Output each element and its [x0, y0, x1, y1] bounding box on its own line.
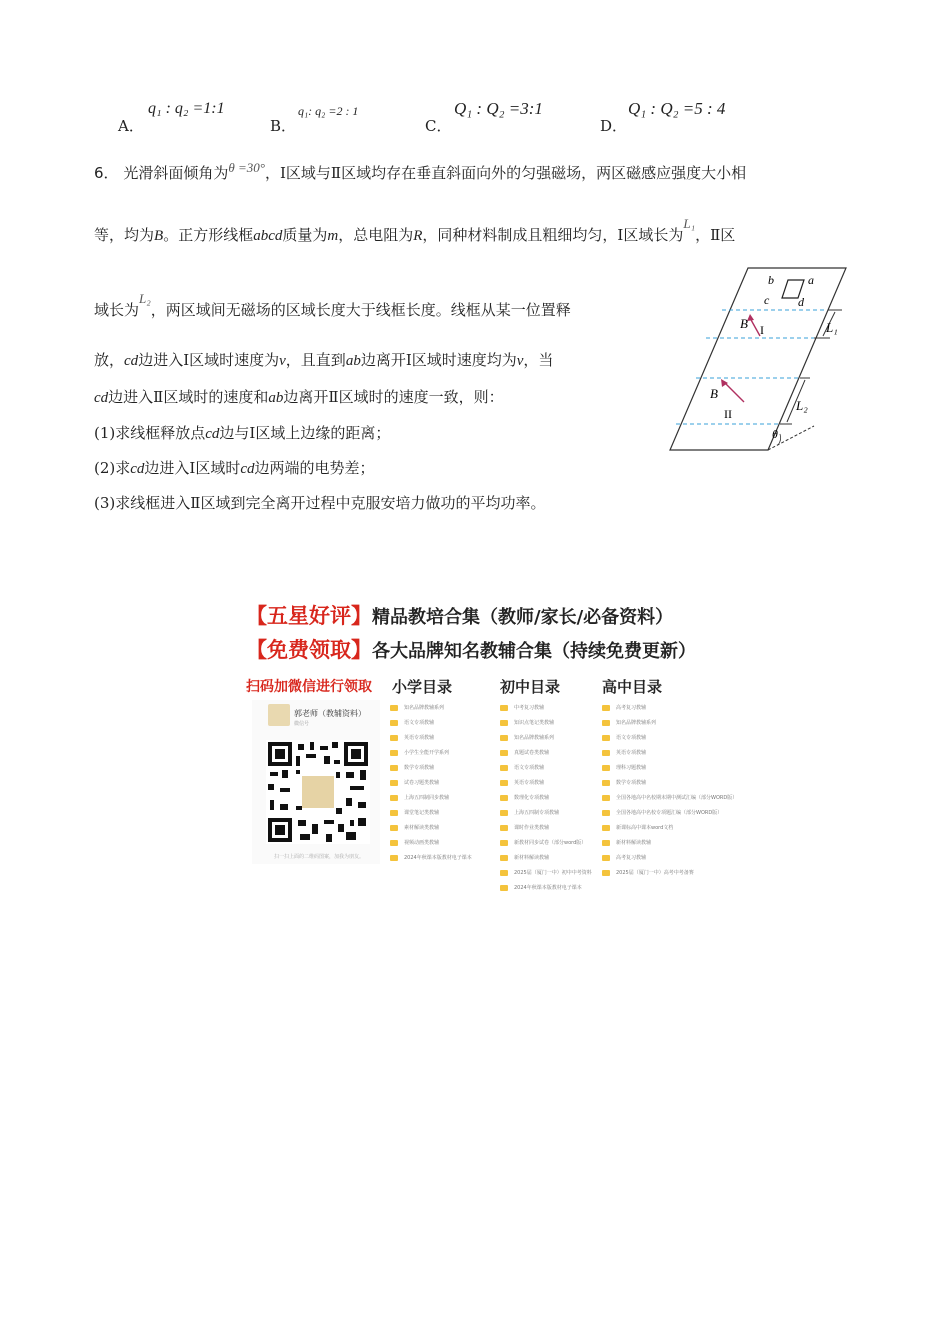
wechat-name: 郭老师（教辅资料）: [294, 709, 366, 718]
folder-label: 视频动画类教辅: [404, 840, 440, 846]
primary-catalog-list: [390, 700, 472, 865]
banner-title-1: 精品教培合集（教师/家长/必备资料）: [372, 607, 674, 628]
folder-item[interactable]: [500, 745, 592, 760]
folder-label: 知名品牌教辅系列: [404, 705, 445, 711]
question-number: 6．: [94, 164, 119, 182]
sub-question-3: [94, 492, 545, 513]
folder-icon: [602, 720, 610, 726]
folder-label: 数理化专项教辅: [514, 795, 550, 801]
label-a: a: [808, 273, 814, 287]
theta-formula: θ =30°: [228, 160, 265, 175]
folder-item[interactable]: [390, 775, 472, 790]
banner-line-2: [246, 634, 696, 664]
question-text: 边进入Ⅰ区域时: [144, 459, 241, 477]
question-text: 放，: [94, 351, 125, 369]
folder-icon: [602, 780, 610, 786]
question-text: 边离开Ⅰ区域时速度均为: [360, 351, 517, 369]
folder-icon: [500, 765, 508, 771]
folder-item[interactable]: [500, 865, 592, 880]
folder-item[interactable]: [500, 790, 592, 805]
incline-plane: [670, 268, 846, 450]
var-l2: L₂: [139, 291, 151, 306]
label-theta: θ: [772, 427, 778, 441]
option-c-formula: Q₁ : Q₂ =3:1: [454, 99, 543, 118]
folder-item[interactable]: [500, 700, 592, 715]
folder-label: 新课标高中课本word文档: [616, 825, 674, 831]
question-text: 边离开Ⅱ区域时的速度一致，则：: [283, 388, 504, 406]
question-text: (1)求线框释放点: [94, 424, 206, 442]
var-abcd: abcd: [253, 228, 283, 244]
question-text: (3)求线框进入Ⅱ区域到完全离开过程中克服安培力做功的平均功率。: [94, 494, 546, 512]
label-b: b: [768, 273, 774, 287]
folder-item[interactable]: [602, 730, 737, 745]
folder-label: 英语专项教辅: [404, 735, 435, 741]
folder-label: 试卷习题类教辅: [404, 780, 440, 786]
folder-item[interactable]: [500, 880, 592, 895]
folder-item[interactable]: [500, 730, 592, 745]
folder-label: 新教材同步试卷（部分word版）: [514, 840, 587, 846]
banner-tag-five-star: 【五星好评】: [246, 604, 372, 628]
folder-icon: [390, 750, 398, 756]
folder-label: 数学专项教辅: [616, 780, 647, 786]
var-ab: ab: [268, 390, 284, 406]
question-text: ，当: [523, 351, 554, 369]
folder-icon: [602, 705, 610, 711]
folder-label: 2025届（厦门一中）初中中考资料: [514, 870, 592, 876]
folder-icon: [602, 735, 610, 741]
label-b-field-2: B: [710, 386, 718, 401]
folder-label: 2025届（厦门一中）高考中考备赛: [616, 870, 694, 876]
senior-catalog-title: 高中目录: [602, 678, 663, 696]
folder-icon: [500, 750, 508, 756]
label-d: d: [798, 295, 804, 309]
question-text: ，同种材料制成且粗细均匀，Ⅰ区域长为: [422, 226, 684, 244]
folder-icon: [500, 720, 508, 726]
label-c: c: [764, 293, 770, 307]
folder-icon: [390, 825, 398, 831]
folder-label: 高考复习教辅: [616, 855, 647, 861]
folder-icon: [390, 705, 398, 711]
folder-item[interactable]: [390, 700, 472, 715]
junior-catalog-list: [500, 700, 592, 895]
folder-item[interactable]: [500, 775, 592, 790]
folder-icon: [500, 840, 508, 846]
folder-icon: [500, 705, 508, 711]
field-arrow-2: [724, 382, 744, 402]
folder-icon: [500, 855, 508, 861]
option-b-formula: q₁: q₂ =2 : 1: [298, 104, 359, 118]
wechat-footnote: 扫一扫上面的二维码图案，加我为朋友。: [274, 854, 365, 860]
folder-item[interactable]: [390, 715, 472, 730]
folder-label: 素材解读类教辅: [404, 825, 440, 831]
folder-icon: [500, 870, 508, 876]
folder-item[interactable]: [602, 745, 737, 760]
var-l1: L₁: [683, 216, 696, 231]
folder-item[interactable]: [602, 865, 737, 880]
field-arrow-1: [750, 318, 760, 336]
question-line-2: [94, 216, 736, 245]
folder-label: 全国各地高中名校专项题汇编（部分WORD版）: [616, 810, 723, 816]
folder-item[interactable]: [390, 820, 472, 835]
option-b-label: B．: [270, 117, 297, 135]
banner-title-2: 各大品牌知名教辅合集（持续免费更新）: [372, 641, 696, 662]
question-text: (2)求: [94, 459, 131, 477]
question-text: ，总电阻为: [338, 226, 414, 244]
folder-label: 小学生全能开学系列: [404, 750, 450, 756]
wechat-id: 微信号: [294, 721, 310, 727]
folder-label: 语文专项教辅: [514, 765, 545, 771]
folder-label: 英语专项教辅: [514, 780, 545, 786]
folder-icon: [390, 810, 398, 816]
sub-question-1: [94, 422, 390, 443]
folder-label: 2024年秋课本版教材电子课本: [404, 855, 472, 861]
option-d-formula: Q₁ : Q₂ =5 : 4: [628, 99, 726, 118]
folder-icon: [602, 870, 610, 876]
folder-icon: [602, 750, 610, 756]
folder-item[interactable]: [390, 805, 472, 820]
folder-label: 新材料解读教辅: [616, 840, 652, 846]
folder-label: 知名品牌教辅系列: [616, 720, 657, 726]
folder-icon: [390, 780, 398, 786]
qr-code[interactable]: [266, 740, 370, 844]
folder-label: 理科习题教辅: [616, 765, 647, 771]
option-d-label: D．: [600, 117, 628, 135]
folder-icon: [602, 810, 610, 816]
folder-icon: [390, 840, 398, 846]
var-cd: cd: [130, 461, 145, 477]
folder-label: 中考复习教辅: [514, 705, 545, 711]
folder-label: 新材料解读教辅: [514, 855, 550, 861]
var-cd: cd: [124, 353, 139, 369]
question-text: 边进入Ⅰ区域时速度为: [138, 351, 280, 369]
folder-item[interactable]: [602, 760, 737, 775]
folder-label: 知识点笔记类教辅: [514, 720, 555, 726]
folder-icon: [500, 735, 508, 741]
folder-item[interactable]: [602, 775, 737, 790]
question-text: ，Ⅱ区: [695, 226, 736, 244]
label-region-2: II: [724, 407, 732, 421]
folder-icon: [602, 795, 610, 801]
folder-icon: [602, 840, 610, 846]
question-text: 边两端的电势差；: [254, 459, 375, 477]
folder-label: 上海五四制专项教辅: [514, 810, 560, 816]
folder-icon: [500, 810, 508, 816]
primary-catalog-title: 小学目录: [392, 678, 453, 696]
folder-item[interactable]: [390, 730, 472, 745]
option-a-label: A．: [118, 117, 144, 135]
question-text: ，且直到: [285, 351, 346, 369]
folder-item[interactable]: [390, 790, 472, 805]
var-r: R: [413, 228, 423, 244]
folder-item[interactable]: [602, 805, 737, 820]
folder-label: 2024年秋课本版教材电子课本: [514, 885, 582, 891]
folder-icon: [602, 825, 610, 831]
folder-item[interactable]: [390, 835, 472, 850]
folder-label: 真题试卷类教辅: [514, 750, 550, 756]
banner-tag-free: 【免费领取】: [246, 638, 372, 662]
folder-icon: [390, 765, 398, 771]
folder-item[interactable]: [602, 790, 737, 805]
field-arrow-1-head: [747, 314, 754, 321]
label-l1: L₁: [826, 320, 838, 335]
senior-catalog-list: [602, 700, 737, 880]
folder-label: 英语专项教辅: [616, 750, 647, 756]
question-line-3: [94, 291, 571, 320]
question-text: 。正方形线框: [163, 226, 254, 244]
folder-item[interactable]: [602, 715, 737, 730]
folder-label: 语文专项教辅: [404, 720, 435, 726]
folder-item[interactable]: [390, 745, 472, 760]
folder-item[interactable]: [390, 760, 472, 775]
question-line-1: [94, 162, 746, 183]
question-text: 光滑斜面倾角为: [123, 164, 229, 182]
folder-label: 数学专项教辅: [404, 765, 435, 771]
question-text: 等，均为: [94, 226, 155, 244]
question-text: 质量为: [282, 226, 328, 244]
folder-label: 上海五四制同步教辅: [404, 795, 450, 801]
folder-label: 课堂笔记类教辅: [404, 810, 440, 816]
var-cd: cd: [94, 390, 109, 406]
folder-item[interactable]: [390, 850, 472, 865]
folder-icon: [602, 765, 610, 771]
folder-icon: [602, 855, 610, 861]
folder-item[interactable]: [602, 835, 737, 850]
label-b-field-1: B: [740, 316, 748, 331]
junior-catalog-title: 初中目录: [500, 678, 561, 696]
folder-icon: [500, 780, 508, 786]
folder-icon: [500, 825, 508, 831]
sub-question-2: [94, 457, 375, 478]
question-text: ，两区域间无磁场的区域长度大于线框长度。线框从某一位置释: [150, 301, 571, 319]
folder-label: 全国各地高中名校期末期中测试汇编（部分WORD版）: [616, 795, 738, 801]
var-v: v: [279, 353, 286, 369]
folder-icon: [390, 795, 398, 801]
var-m: m: [327, 228, 339, 244]
var-cd: cd: [240, 461, 255, 477]
folder-item[interactable]: [500, 850, 592, 865]
folder-icon: [390, 720, 398, 726]
option-c-label: C．: [425, 117, 452, 135]
question-line-5: [94, 386, 504, 407]
question-text: 边进入Ⅱ区域时的速度和: [108, 388, 269, 406]
incline-diagram: [664, 262, 854, 454]
folder-item[interactable]: [500, 835, 592, 850]
folder-label: 语文专项教辅: [616, 735, 647, 741]
promo-banner: [246, 596, 738, 891]
folder-item[interactable]: [500, 715, 592, 730]
folder-item[interactable]: [602, 700, 737, 715]
label-l2: L₂: [796, 398, 808, 413]
var-v: v: [516, 353, 524, 369]
folder-item[interactable]: [500, 805, 592, 820]
question-line-4: [94, 349, 553, 370]
folder-label: 知名品牌教辅系列: [514, 735, 555, 741]
qr-center-logo: [302, 776, 334, 808]
folder-icon: [390, 735, 398, 741]
question-text: ，Ⅰ区域与Ⅱ区域均存在垂直斜面向外的匀强磁场，两区磁感应强度大小相: [264, 164, 747, 182]
folder-icon: [500, 795, 508, 801]
question-text: 边与Ⅰ区域上边缘的距离；: [219, 424, 391, 442]
option-a-formula: q₁ : q₂ =1:1: [148, 100, 225, 117]
folder-label: 高考复习教辅: [616, 705, 647, 711]
folder-label: 课时作业类教辅: [514, 825, 550, 831]
folder-item[interactable]: [500, 820, 592, 835]
folder-item[interactable]: [602, 850, 737, 865]
folder-item[interactable]: [602, 820, 737, 835]
folder-item[interactable]: [500, 760, 592, 775]
var-cd: cd: [205, 426, 220, 442]
var-ab: ab: [345, 353, 361, 369]
folder-icon: [500, 885, 508, 891]
folder-icon: [390, 855, 398, 861]
angle-arc: [778, 434, 781, 445]
question-text: 域长为: [94, 301, 140, 319]
var-b: B: [154, 228, 164, 244]
banner-line-1: [246, 600, 673, 630]
avatar: [268, 704, 290, 726]
scan-instruction: 扫码加微信进行领取: [246, 679, 372, 695]
label-region-1: I: [760, 323, 764, 337]
